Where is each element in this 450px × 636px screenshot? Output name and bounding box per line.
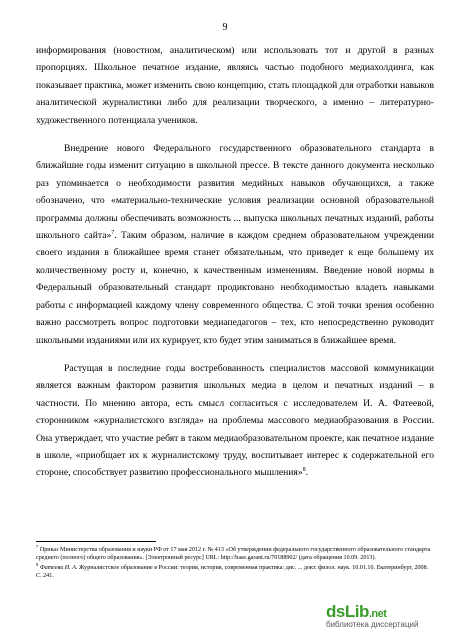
footnote-8-author: Фатеева И. А.: [39, 564, 78, 571]
footnote-ref-7[interactable]: 7: [111, 229, 115, 236]
paragraph-1: информирования (новостном, аналитическом) или использовать тот и другой в разных пропорциях. Школьное печатное издание, являясь частью подобного медиахолдинга, как показывает практика, может изменить свою концепцию, стать площадкой для отработки навыков аналитической журналистики либо для реализации творческого, а именно – литературно-художественного потенциала учеников.: [36, 45, 434, 126]
footnotes: [36, 543, 434, 582]
paragraph-2: Внедрение нового Федерального государственного образовательного стандарта в ближайшие годы изменит ситуацию в школьной прессе. В тексте данного документа несколько раз упоминается о необходимости развития медийных навыков обучающихся, а также обозначено, что «материально-технические условия реализации основной образовательной программы должны обеспечивать возможность ... выпуска школьных печатных изданий, работы школьного сайта»$^7$. Таким образом, наличие в каждом среднем образовательном учреждении своего издания в ближайшее время станет обязательным, что приведет к еще большему их количественному росту и, конечно, к качественным изменениям. Введение новой нормы в Федеральный образовательный стандарт продиктовано необходимостью владеть навыками работы с информацией каждому члену современного общества. С этой точки зрения особенно важно рассмотреть вопрос подготовки медиапедагогов – тех, кто непосредственно руководит школьными изданиями или их курирует, кто будет этим заниматься в ближайшее время.: [36, 143, 434, 346]
watermark-logo: [326, 602, 386, 622]
footnote-7: [36, 543, 434, 563]
footnote-8-text: Журналистское образование в России: теория, история, современная практика: дис. ... докт. филол. наук. 10.01.10. Екатеринбург, 2008. С. 241.: [36, 564, 429, 580]
watermark-tagline: библиотека диссертаций: [326, 620, 419, 629]
paragraph-3: Растущая в последние годы востребованность специалистов массовой коммуникации является важным фактором развития школьных медиа в целом и печатных изданий – в частности. По мнению автора, есть смысл согласиться с исследователем И. А. Фатеевой, сторонником «журналистского взгляда» на проблемы массового медиаобразования в России. Она утверждает, что участие ребят в таком медиаобразовательном проекте, как печатное издание в школе, «приобщает их к журналистскому труду, воспитывает интерес к содержательной его стороне, способствует развитию профессионального мышления»$^8$.: [36, 362, 434, 479]
paragraph-3-text: Растущая в последние годы востребованность специалистов массовой коммуникации является важным фактором развития школьных медиа в целом и печатных изданий – в частности. По мнению автора, есть смысл согласиться с исследователем И. А. Фатеевой, сторонником «журналистского взгляда» на проблемы массового медиаобразования в России. Она утверждает, что участие ребят в таком медиаобразовательном проекте, как печатное издание в школе, «приобщает их к журналистскому труду, воспитывает интерес к содержательной его стороне, способствует развитию профессионального мышления»: [36, 362, 434, 479]
watermark[interactable]: [326, 602, 442, 630]
paragraph-2-text: Внедрение нового Федерального государственного образовательного стандарта в ближайшие годы изменит ситуацию в школьной прессе. В тексте данного документа несколько раз упоминается о необходимости развития медийных навыков обучающихся, а также обозначено, что «материально-технические условия реализации основной образовательной программы должны обеспечивать возможность ... выпуска школьных печатных изданий, работы школьного сайта»: [36, 143, 434, 242]
paragraph-2-cont: Таким образом, наличие в каждом среднем образовательном учреждении своего издания в ближайшее время станет обязательным, что приведет к еще большему их количественному росту и, конечно, к качественным изменениям. Введение новой нормы в Федеральный образовательный стандарт продиктовано необходимостью владеть навыками работы с информацией каждому члену современного общества. С этой точки зрения особенно важно рассмотреть вопрос подготовки медиапедагогов – тех, кто непосредственно руководит школьными изданиями или их курирует, кто будет этим заниматься в ближайшее время.: [36, 230, 434, 346]
footnote-7-text: Приказ Министерства образования и науки РФ от 17 мая 2012 г. № 413 «Об утверждении федерального государственного образовательного стандарта среднего (полного) общего образования». [Электронный ресурс] URL: http://base.garant.ru/70188902/ (дата обращения 10.09. 2013).: [36, 547, 431, 562]
body-text: [36, 42, 434, 482]
page-number: 9: [222, 22, 228, 33]
watermark-logo-text: dsLib: [326, 602, 369, 621]
footnote-8: [36, 561, 434, 581]
footnote-7-number: 7: [36, 543, 39, 549]
watermark-logo-suffix: .net: [368, 608, 387, 620]
footnote-ref-8[interactable]: 8: [302, 467, 306, 474]
footnote-8-number: 8: [36, 561, 39, 567]
footnote-separator: [36, 541, 156, 542]
